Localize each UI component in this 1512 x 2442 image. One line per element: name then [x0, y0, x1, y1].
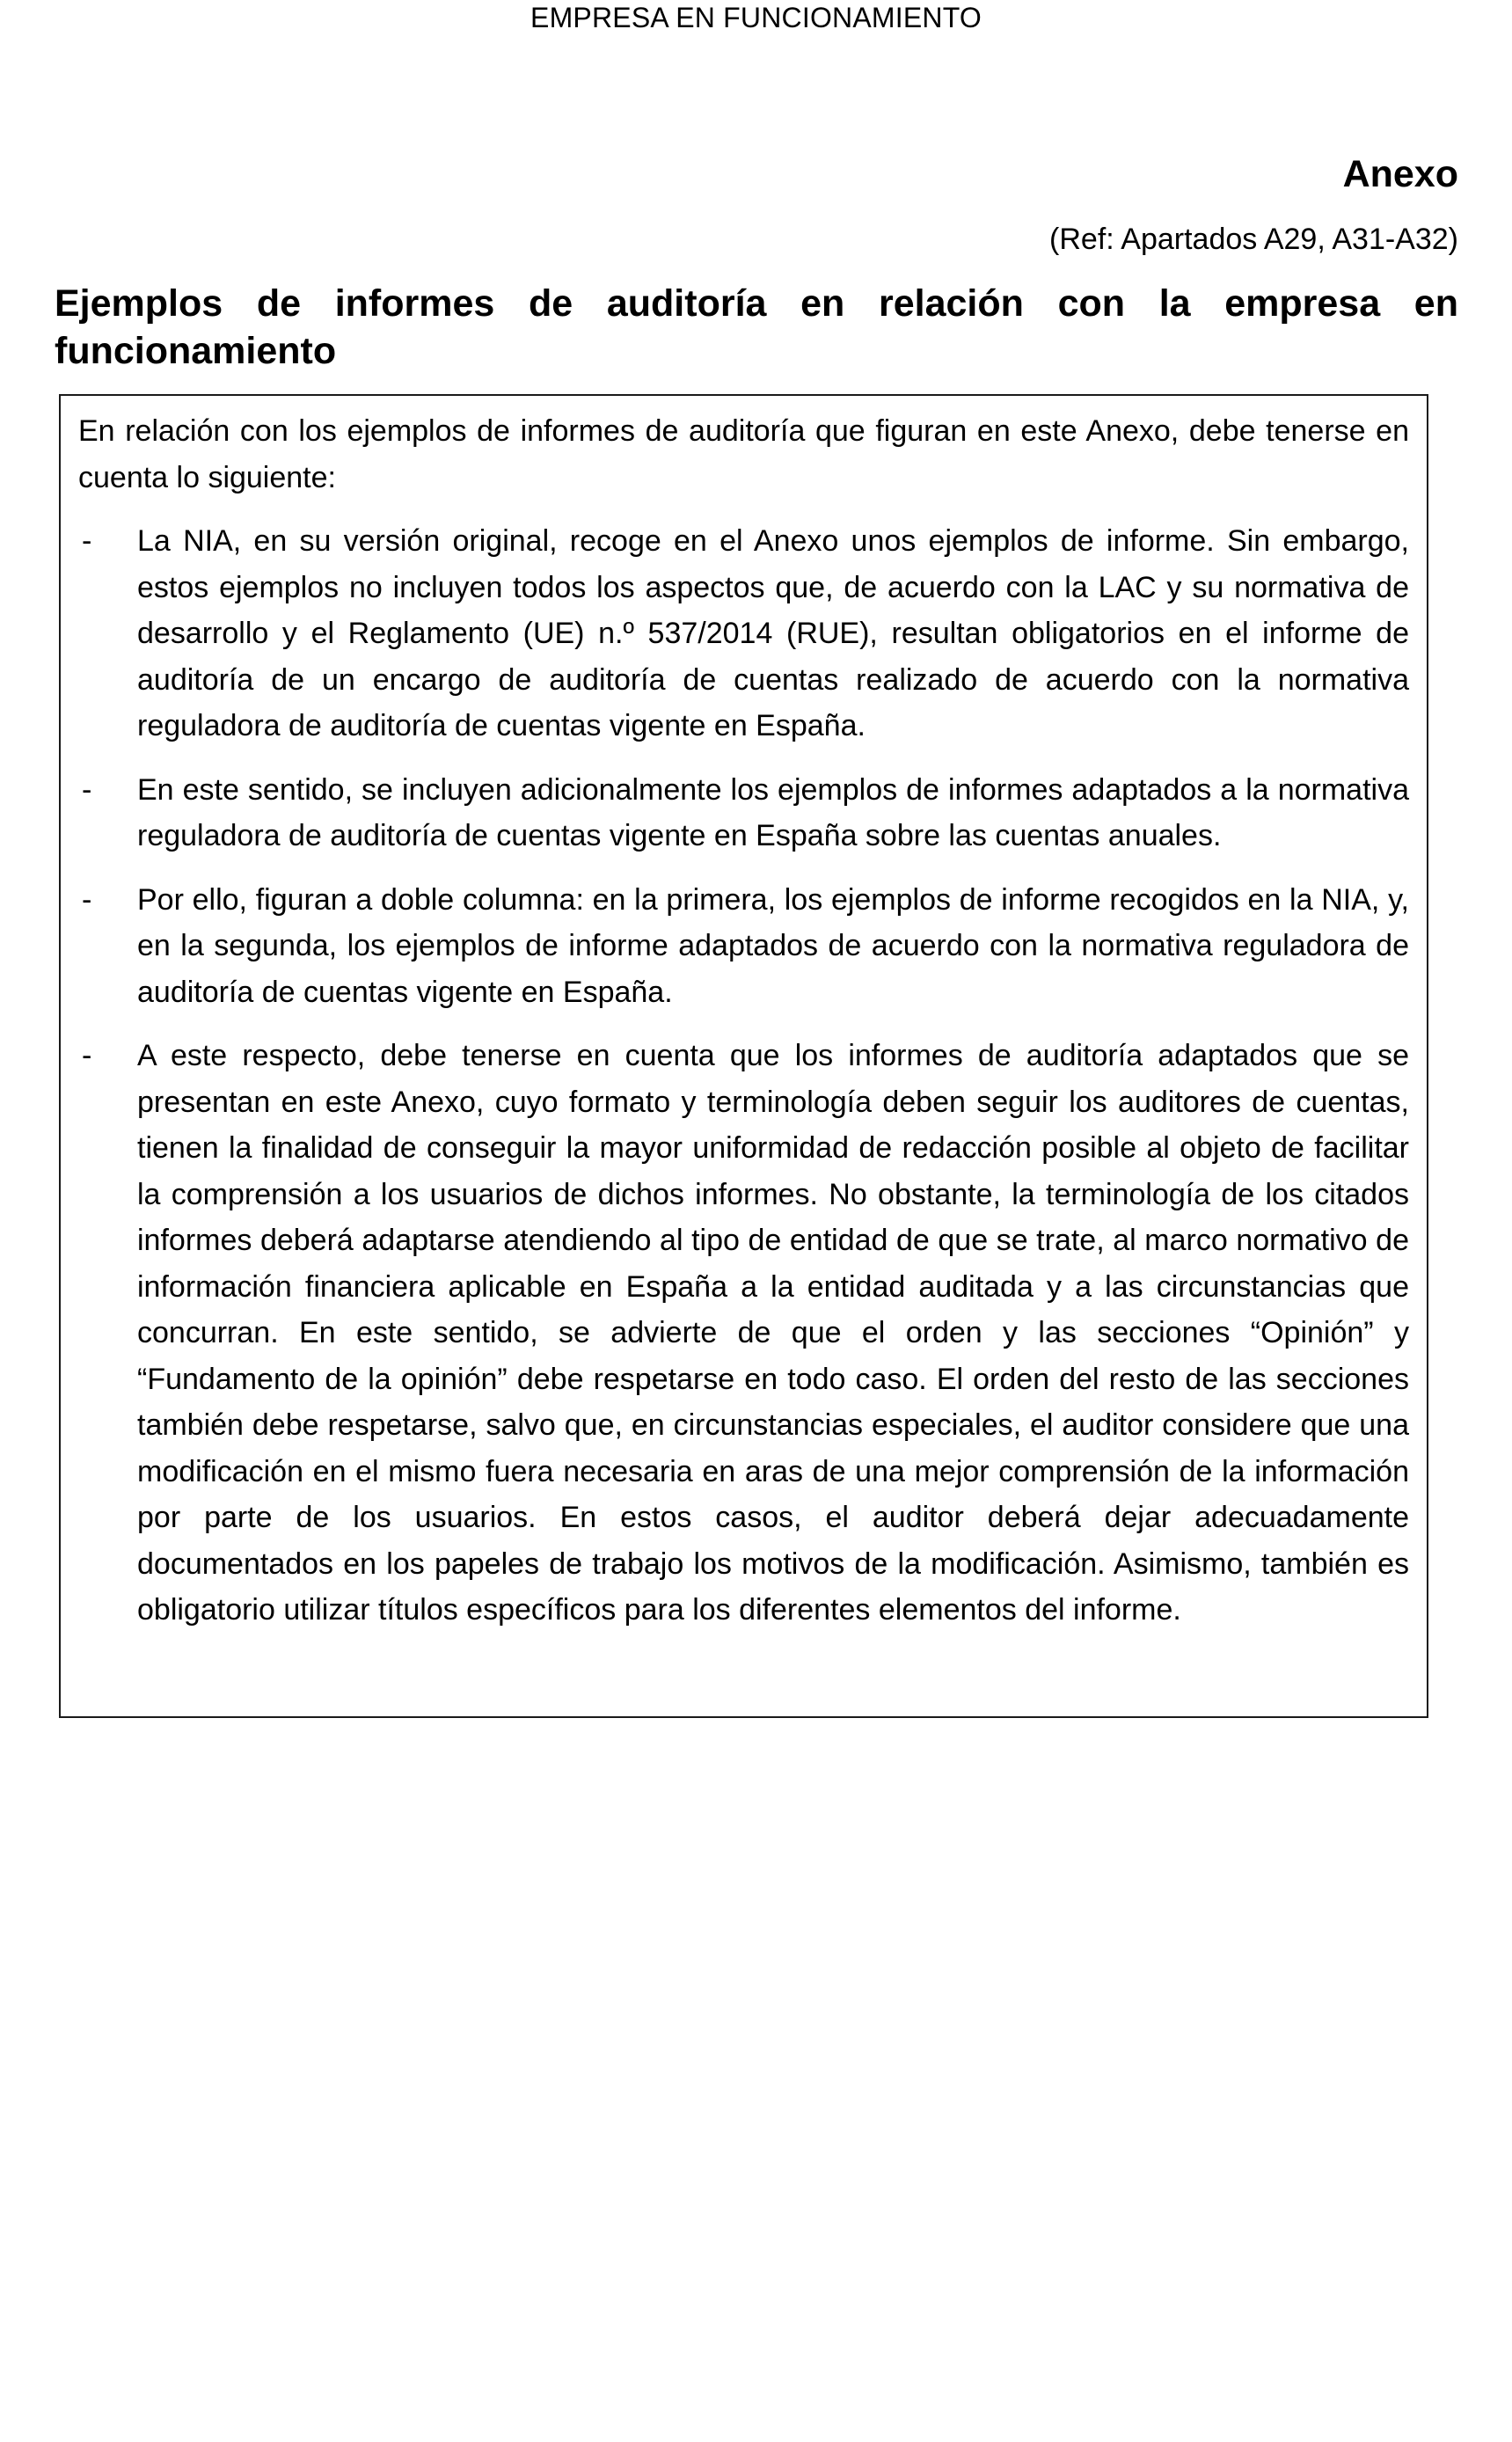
list-item-text: A este respecto, debe tenerse en cuenta que los informes de auditoría adaptados que se presentan en este Anexo, cuyo formato y terminología deben seguir los auditores de cuentas, tienen la finalidad de conseguir la mayor uniformidad de redacción posible al objeto de facilitar la comprensión a los usuarios de dichos informes. No obstante, la terminología de los citados informes deberá adaptarse atendiendo al tipo de entidad de que se trate, al marco normativo de información financiera aplicable en España a la entidad auditada y a las circunstancias que concurran. En este sentido, se advierte de que el orden y las secciones “Opinión” y “Fundamento de la opinión” debe respetarse en todo caso. El orden del resto de las secciones también debe respetarse, salvo que, en circunstancias especiales, el auditor considere que una modificación en el mismo fuera necesaria en aras de una mejor comprensión de la información por parte de los usuarios. En estos casos, el auditor deberá dejar adecuadamente documentados en los papeles de trabajo los motivos de la modificación. Asimismo, también es obligatorio utilizar títulos específicos para los diferentes elementos del informe. [137, 1039, 1409, 1627]
list-item [78, 767, 1409, 859]
section-title: Ejemplos de informes de auditoría en relación con la empresa en funcionamiento [55, 282, 1458, 372]
dash-bullet: - [82, 772, 92, 807]
list-item [78, 877, 1409, 1016]
list-item-text: En este sentido, se incluyen adicionalmente los ejemplos de informes adaptados a la normativa reguladora de auditoría de cuentas vigente en España sobre las cuentas anuales. [137, 772, 1409, 852]
running-header: EMPRESA EN FUNCIONAMIENTO [530, 2, 982, 33]
list-item-text: La NIA, en su versión original, recoge en el Anexo unos ejemplos de informe. Sin embargo, estos ejemplos no incluyen todos los aspectos que, de acuerdo con la LAC y su normativa de desarrollo y el Reglamento (UE) n.º 537/2014 (RUE), resultan obligatorios en el informe de auditoría de un encargo de auditoría de cuentas realizado de acuerdo con la normativa reguladora de auditoría de cuentas vigente en España. [137, 524, 1409, 742]
dash-bullet: - [82, 1039, 92, 1072]
notice-box [59, 394, 1428, 1718]
list-item [78, 1033, 1409, 1634]
dash-bullet: - [82, 524, 92, 558]
notice-intro: En relación con los ejemplos de informes de auditoría que figuran en este Anexo, debe tenerse en cuenta lo siguiente: [78, 414, 1409, 494]
annex-reference: (Ref: Apartados A29, A31-A32) [1049, 223, 1458, 256]
list-item [78, 518, 1409, 749]
annex-title: Anexo [1342, 153, 1458, 195]
dash-bullet: - [82, 882, 92, 917]
list-item-text: Por ello, figuran a doble columna: en la primera, los ejemplos de informe recogidos en la NIA, y, en la segunda, los ejemplos de informe adaptados de acuerdo con la normativa reguladora de auditoría de cuentas vigente en España. [137, 882, 1409, 1009]
notice-list [78, 518, 1409, 1634]
